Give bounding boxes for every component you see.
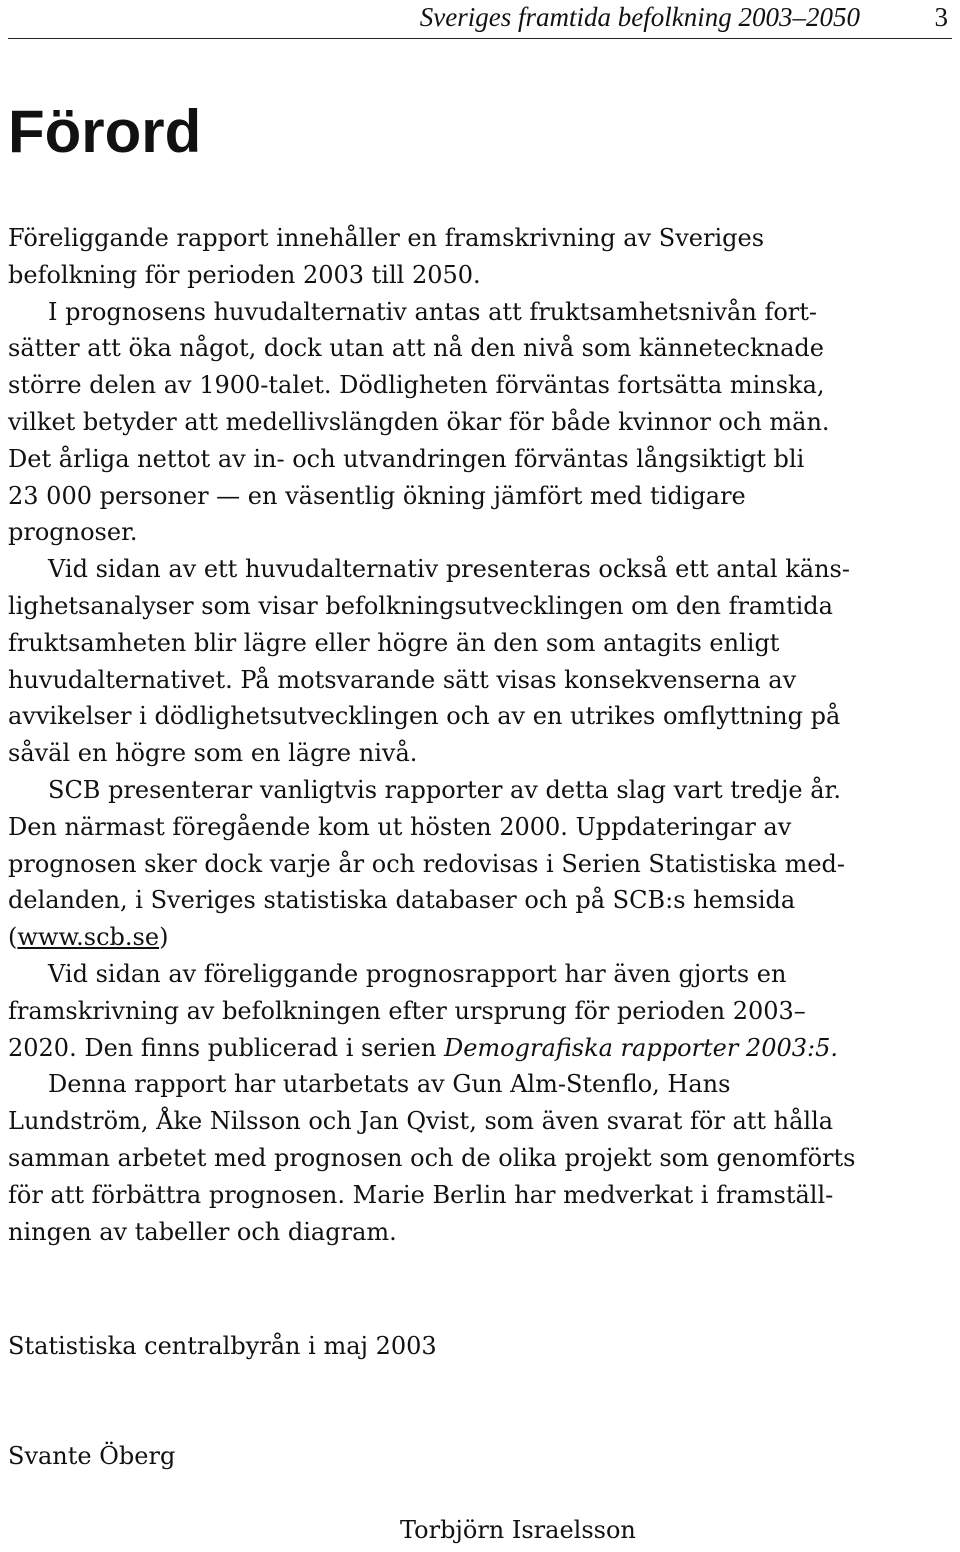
text-line: I prognosens huvudalternativ antas att fruktsamhetsnivån fort-	[48, 297, 817, 326]
text-line: prognosen sker dock varje år och redovisas i Serien Statistiska med-	[8, 849, 846, 878]
text-line: delanden, i Sveriges statistiska databaser och på SCB:s hemsida	[8, 886, 796, 915]
page-header	[8, 0, 952, 39]
text-line: befolkning för perioden 2003 till 2050.	[8, 260, 481, 289]
paren-open: (	[8, 923, 18, 952]
signature-torbjorn-israelsson: Torbjörn Israelsson	[400, 1516, 636, 1544]
page-title: Förord	[8, 98, 202, 165]
text-line: Den närmast föregående kom ut hösten 2000. Uppdateringar av	[8, 812, 792, 841]
series-title: Demografiska rapporter 2003:5.	[443, 1033, 838, 1062]
text-line: huvudalternativet. På motsvarande sätt visas konsekvenserna av	[8, 665, 797, 694]
text-line: Lundström, Åke Nilsson och Jan Qvist, som även svarat för att hålla	[8, 1107, 834, 1136]
text-line: vilket betyder att medellivslängden ökar för både kvinnor och män.	[8, 407, 830, 436]
text-line-series	[8, 1030, 952, 1067]
text-line: avvikelser i dödlighetsutvecklingen och av en utrikes omflyttning på	[8, 702, 841, 731]
running-title: Sveriges framtida befolkning 2003–2050	[419, 2, 860, 32]
closing-line: Statistiska centralbyrån i maj 2003	[8, 1332, 437, 1360]
text-line: för att förbättra prognosen. Marie Berlin har medverkat i framställ-	[8, 1180, 834, 1209]
page-number: 3	[934, 2, 948, 32]
text-line: Denna rapport har utarbetats av Gun Alm-Stenflo, Hans	[48, 1070, 731, 1099]
body-text	[8, 220, 952, 1250]
text-line: 23 000 personer — en väsentlig ökning jämfört med tidigare	[8, 481, 746, 510]
text-line: Vid sidan av ett huvudalternativ presenteras också ett antal käns-	[48, 555, 850, 584]
text-line: SCB presenterar vanligtvis rapporter av detta slag vart tredje år.	[48, 775, 841, 804]
website-link[interactable]: www.scb.se	[17, 923, 160, 952]
signature-svante-oberg: Svante Öberg	[8, 1442, 176, 1470]
text-line: större delen av 1900-talet. Dödligheten förväntas fortsätta minska,	[8, 371, 825, 400]
text-line: såväl en högre som en lägre nivå.	[8, 739, 418, 768]
text-line: fruktsamheten blir lägre eller högre än den som antagits enligt	[8, 628, 780, 657]
text-line: Föreliggande rapport innehåller en framskrivning av Sveriges	[8, 224, 765, 252]
series-prefix: 2020. Den finns publicerad i serien	[8, 1033, 444, 1062]
text-line: Det årliga nettot av in- och utvandringen förväntas långsiktigt bli	[8, 444, 805, 473]
text-line: framskrivning av befolkningen efter ursprung för perioden 2003–	[8, 996, 806, 1025]
text-line: ningen av tabeller och diagram.	[8, 1217, 397, 1246]
text-line: Vid sidan av föreliggande prognosrapport har även gjorts en	[48, 959, 787, 988]
text-line-link	[8, 919, 952, 956]
text-line: samman arbetet med prognosen och de olika projekt som genomförts	[8, 1143, 856, 1172]
paren-close: )	[159, 923, 169, 952]
text-line: prognoser.	[8, 518, 138, 547]
text-line: sätter att öka något, dock utan att nå den nivå som kännetecknade	[8, 334, 824, 363]
text-line: lighetsanalyser som visar befolkningsutvecklingen om den framtida	[8, 591, 833, 620]
